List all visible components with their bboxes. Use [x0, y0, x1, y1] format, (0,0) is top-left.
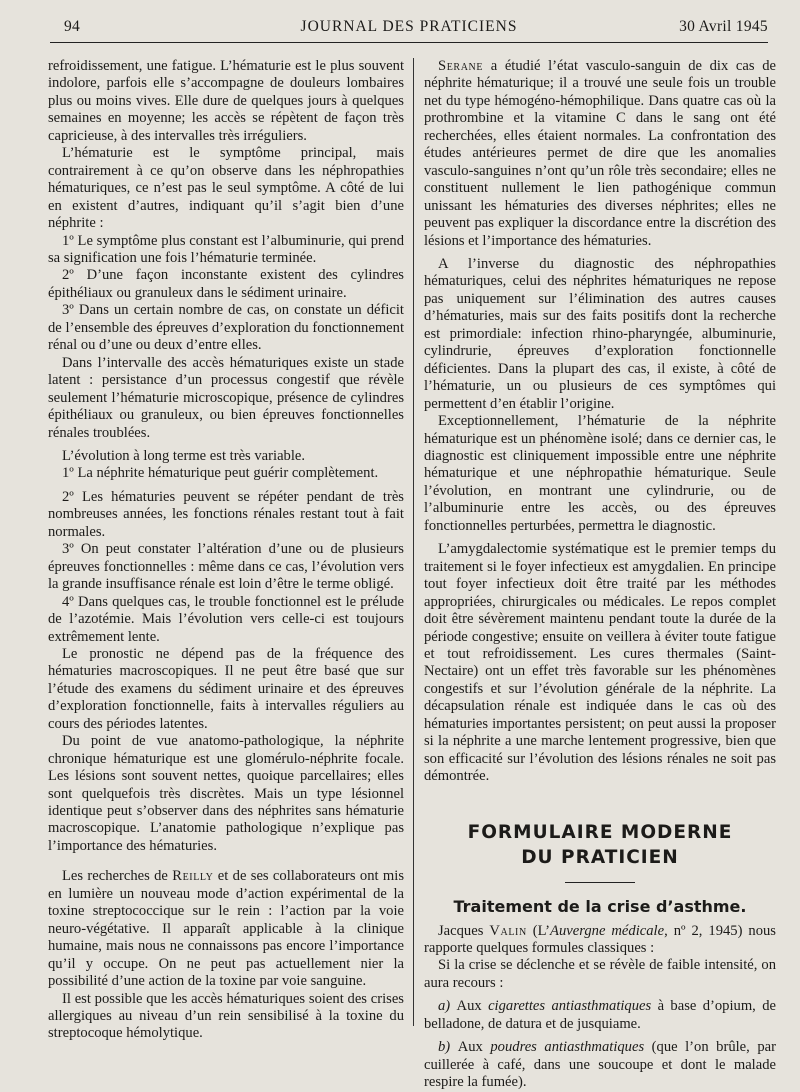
paragraph: A l’inverse du diagnostic des néphropathies hématuriques, celui des néphrites hématuriques ne repose pas uniquement sur l’élimination des autres causes d’hématuries, mais sur des faits positifs dont la recherche est primordiale: infection rhino-pharyngée, albuminurie, cylindrurie, épreuves d’exploration fonctionnelle déficientes. Dans la plupart des cas, il existe, à côté de l’hématurie, un ou plusieurs de ces symptômes qui permettent d’en établir l’origine.	[424, 255, 776, 412]
paragraph: 1º La néphrite hématurique peut guérir complètement.	[62, 465, 379, 482]
column-divider	[413, 58, 414, 1026]
subsection-title: Traitement de la crise d’asthme.	[453, 896, 747, 916]
text-run: (que l’on brûle, par cuillerée à café, dans une soucoupe et dont le malade respire la fumée).	[424, 1039, 776, 1091]
author-name: Serane	[438, 58, 484, 74]
emphasis: poudres antiasthmatiques	[490, 1039, 645, 1056]
paragraph: 3º On peut constater l’altération d’une ou de plusieurs épreuves fonctionnelles : même dans ce cas, l’évolution vers la grande insuffisance rénale est loin d’être le terme obligé.	[48, 541, 404, 593]
item-label: b)	[438, 1039, 458, 1056]
text-run: et de ses collaborateurs ont mis en lumière un nouveau mode d’action expérimental de la toxine streptococcique sur le rein : l’action par la voie neuro-végétative. Il apparaît applicable à la clinique humaine, mais nous ne connaissons pas encore l’importance qu’il y occupe. On ne peut pas actuellement nier la possibilité d’une action de la toxine par voie sanguine.	[48, 868, 404, 990]
paragraph: Si la crise se déclenche et se révèle de faible intensité, on aura recours :	[424, 957, 776, 991]
text-run: Jacques	[438, 922, 490, 939]
page-number: 94	[64, 18, 81, 35]
paragraph: Exceptionnellement, l’hématurie de la néphrite hématurique est un phénomène isolé; dans ce dernier cas, le diagnostic est cliniquement impossible entre une néphrite hématurique et une néphropathie hématurique. Seule l’évolution, en montrant une cylindrurie, ou de l’albuminurie entre les accès, ou des épreuves fonctionnelles perturbées, permettra le diagnostic.	[424, 413, 776, 534]
journal-title: JOURNAL DES PRATICIENS	[300, 18, 518, 35]
author-name: Reilly	[172, 868, 214, 885]
paragraph: 4º Dans quelques cas, le trouble fonctionnel est le prélude de l’azotémie. Mais l’évolution vers celle-ci est toujours extrêmement lente.	[48, 593, 404, 645]
paragraph: L’amygdalectomie systématique est le premier temps du traitement si le foyer infectieux est amygdalien. En principe tout foyer infectieux doit être traité par les méthodes appropriées, chirurgicales ou médicales. Le repos complet doit être sévèrement maintenu pendant toute la durée de la période congestive; ensuite on veillera à éviter toute fatigue et tout refroidissement. Les cures thermales (Saint-Nectaire) ont un effet très favorable sur les phénomènes congestifs et sur l’évolution générale de la néphrite. La décapsulation rénale est indiquée dans le cas où des hématuries importantes persistent; on peut aussi la proposer si la néphrite a une marche lentement progressive, bien que son efficacité sur l’évolution des lésions rénales ne soit pas démontrée.	[424, 541, 776, 785]
paragraph	[48, 868, 404, 990]
text-run: à base d’opium, de belladone, de datura et de jusquiame.	[424, 998, 776, 1032]
text-run: Aux	[456, 998, 489, 1015]
section-title-line: FORMULAIRE MODERNE	[467, 821, 733, 843]
item-label: a)	[438, 998, 457, 1015]
left-column	[48, 58, 404, 1043]
text-run: , nº 2, 1945) nous rapporte quelques formules classiques :	[424, 922, 776, 957]
text-run: Aux	[457, 1039, 491, 1056]
paragraph: Il est possible que les accès hématuriques soient des crises allergiques au niveau d’un rein sensibilisé à la toxine du streptocoque hémolytique.	[48, 990, 404, 1042]
paragraph: refroidissement, une fatigue. L’hématurie est le plus souvent indolore, parfois elle s’accompagne de douleurs lombaires plus ou moins vives. Elle dure de quelques jours à quelques semaines en moyenne; les accès se répètent de façon très capricieuse, à des intervalles très irréguliers.	[48, 58, 404, 144]
paragraph: L’évolution à long terme est très variable.	[62, 447, 306, 464]
paragraph: Le pronostic ne dépend pas de la fréquence des hématuries macroscopiques. Il ne peut être basé que sur l’étude des examens du sédiment urinaire et des épreuves d’exploration fonctionnelle, faits à intervalles réguliers au cours des périodes latentes.	[48, 645, 404, 732]
paragraph: 2º D’une façon inconstante existent des cylindres épithéliaux ou granuleux dans le sédiment urinaire.	[48, 267, 404, 301]
list-item	[424, 998, 776, 1033]
page-header	[50, 14, 768, 40]
text-run: Les recherches de	[62, 868, 173, 885]
text-run: (L’	[526, 922, 551, 939]
author-name: Valin	[489, 922, 527, 939]
section-title-line: DU PRATICIEN	[521, 846, 679, 868]
paragraph: 2º Les hématuries peuvent se répéter pendant de très nombreuses années, les fonctions rénales restant tout à fait normales.	[48, 488, 404, 540]
section-title	[424, 820, 776, 870]
journal-name: Auvergne médicale	[550, 922, 665, 939]
right-column	[424, 58, 776, 1092]
paragraph: 3º Dans un certain nombre de cas, on constate un déficit de l’ensemble des épreuves d’exploration du fonctionnement rénal ou d’une ou deux d’entre elles.	[48, 302, 404, 354]
emphasis: cigarettes antiasthmatiques	[488, 998, 652, 1015]
paragraph: Dans l’intervalle des accès hématuriques existe un stade latent : persistance d’un processus congestif que révèle seulement l’hématurie microscopique, présence de cylindres épithéliaux ou granuleux, ou bien épreuves fonctionnelles rénales troublées.	[48, 354, 404, 441]
paragraph	[424, 923, 776, 958]
section-rule	[565, 882, 635, 883]
paragraph: Du point de vue anatomo-pathologique, la néphrite chronique hématurique est une glomérulo-néphrite focale. Les lésions sont souvent nettes, quoique parcellaires; elles sont quelquefois très discrètes. Mais un type lésionnel identique peut s’observer dans des néphrites sans hématurie macroscopique. L’anatomie pathologique n’explique pas l’importance des hématuries.	[48, 733, 404, 854]
issue-date: 30 Avril 1945	[679, 18, 768, 35]
paragraph: 1º Le symptôme plus constant est l’albuminurie, qui prend sa signification une fois l’hématurie terminée.	[48, 232, 404, 266]
text-run: a étudié l’état vasculo-sanguin de dix cas de néphrite hématurique; il a trouvé une seule fois un trouble net du type hémogéno-hémophilique. Dans quatre cas où la prothrombine et la vitamine C dans le sang ont été recherchées, elles étaient normales. La confrontation des études antérieures permet de dire que les anomalies vasculo-sanguines n’ont qu’un rôle très secondaire; elles ne constituent nullement le lien pathogénique commun unissant les hématuries des diverses néphrites; elles ne peuvent pas expliquer la discordance entre la discrétion des lésions et l’importance des hématuries.	[424, 58, 776, 249]
paragraph	[424, 58, 776, 250]
paragraph: L’hématurie est le symptôme principal, mais contrairement à ce qu’on observe dans les néphropathies hématuriques, ce n’est pas le seul symptôme. A côté de lui en existent d’autres, indiquant qu’il s’agit bien d’une néphrite :	[48, 145, 404, 232]
header-rule	[50, 42, 768, 43]
list-item	[424, 1039, 776, 1091]
